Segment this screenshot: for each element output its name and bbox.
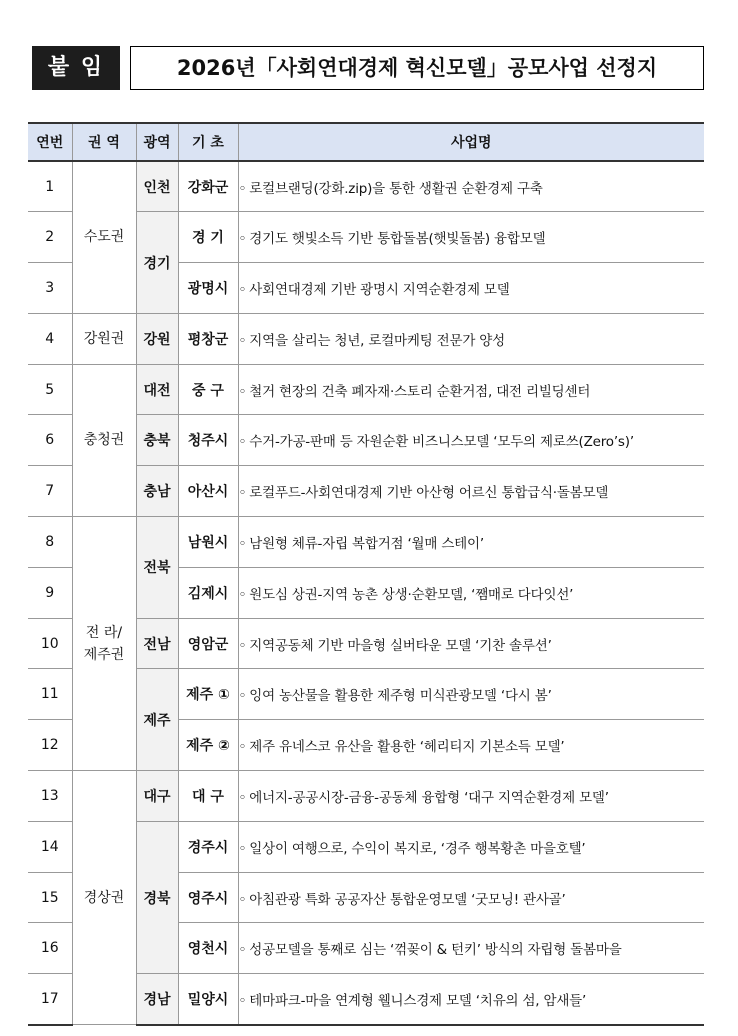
row-number: 5 bbox=[28, 364, 72, 415]
project-cell bbox=[238, 821, 704, 872]
project-cell bbox=[238, 466, 704, 517]
project-name: 잉여 농산물을 활용한 제주형 미식관광모델 ‘다시 봄’ bbox=[249, 688, 552, 705]
county-cell: 중 구 bbox=[178, 364, 238, 415]
project-cell bbox=[238, 618, 704, 669]
region-cell: 충청권 bbox=[72, 364, 136, 516]
bullet-icon: ◦ bbox=[238, 891, 247, 908]
project-name: 성공모델을 통째로 심는 ‘꺾꽂이 & 턴키’ 방식의 자립형 돌봄마을 bbox=[249, 942, 622, 959]
province-cell: 충북 bbox=[136, 415, 178, 466]
project-cell bbox=[238, 212, 704, 263]
row-number: 4 bbox=[28, 313, 72, 364]
province-cell: 인천 bbox=[136, 161, 178, 212]
project-cell bbox=[238, 872, 704, 923]
document-title: 2026년「사회연대경제 혁신모델」공모사업 선정지 bbox=[130, 46, 704, 90]
county-cell: 영천시 bbox=[178, 923, 238, 974]
column-header-no: 연번 bbox=[28, 123, 72, 161]
county-cell: 대 구 bbox=[178, 771, 238, 822]
bullet-icon: ◦ bbox=[238, 586, 247, 603]
bullet-icon: ◦ bbox=[238, 434, 247, 451]
county-cell: 강화군 bbox=[178, 161, 238, 212]
project-cell bbox=[238, 669, 704, 720]
row-number: 12 bbox=[28, 720, 72, 771]
table-row bbox=[28, 364, 704, 415]
column-header-county: 기 초 bbox=[178, 123, 238, 161]
province-cell: 전남 bbox=[136, 618, 178, 669]
bullet-icon: ◦ bbox=[238, 281, 247, 298]
region-line: 전 라/ bbox=[85, 624, 123, 641]
bullet-icon: ◦ bbox=[238, 992, 247, 1009]
bullet-icon: ◦ bbox=[238, 637, 247, 654]
county-cell: 청주시 bbox=[178, 415, 238, 466]
county-cell: 제주 ① bbox=[178, 669, 238, 720]
bullet-icon: ◦ bbox=[238, 840, 247, 857]
county-cell: 영주시 bbox=[178, 872, 238, 923]
row-number: 6 bbox=[28, 415, 72, 466]
province-cell: 대구 bbox=[136, 771, 178, 822]
bullet-icon: ◦ bbox=[238, 789, 247, 806]
project-name: 철거 현장의 건축 폐자재·스토리 순환거점, 대전 리빌딩센터 bbox=[249, 383, 591, 400]
project-name: 지역을 살리는 청년, 로컬마케팅 전문가 양성 bbox=[249, 332, 505, 349]
table-row bbox=[28, 771, 704, 822]
province-cell: 충남 bbox=[136, 466, 178, 517]
province-cell: 경기 bbox=[136, 212, 178, 314]
bullet-icon: ◦ bbox=[238, 231, 247, 248]
province-cell: 전북 bbox=[136, 517, 178, 619]
project-name: 로컬브랜딩(강화.zip)을 통한 생활권 순환경제 구축 bbox=[249, 180, 543, 197]
province-cell: 대전 bbox=[136, 364, 178, 415]
province-cell: 강원 bbox=[136, 313, 178, 364]
row-number: 8 bbox=[28, 517, 72, 568]
bullet-icon: ◦ bbox=[238, 485, 247, 502]
row-number: 9 bbox=[28, 567, 72, 618]
project-name: 남원형 체류-자립 복합거점 ‘월매 스테이’ bbox=[249, 535, 484, 552]
project-cell bbox=[238, 567, 704, 618]
project-name: 지역공동체 기반 마을형 실버타운 모델 ‘기찬 솔루션’ bbox=[249, 637, 552, 654]
county-cell: 평창군 bbox=[178, 313, 238, 364]
province-cell: 제주 bbox=[136, 669, 178, 771]
project-cell bbox=[238, 720, 704, 771]
county-cell: 광명시 bbox=[178, 263, 238, 314]
project-name: 수거-가공-판매 등 자원순환 비즈니스모델 ‘모두의 제로쓰(Zero’s)’ bbox=[249, 434, 634, 451]
county-cell: 경 기 bbox=[178, 212, 238, 263]
column-header-region: 권 역 bbox=[72, 123, 136, 161]
county-cell: 제주 ② bbox=[178, 720, 238, 771]
county-cell: 밀양시 bbox=[178, 974, 238, 1025]
county-cell: 남원시 bbox=[178, 517, 238, 568]
column-header-project: 사업명 bbox=[238, 123, 704, 161]
project-name: 원도심 상권-지역 농촌 상생·순환모델, ‘쨈매로 다다잇선’ bbox=[249, 586, 574, 603]
region-cell: 강원권 bbox=[72, 313, 136, 364]
table-row bbox=[28, 313, 704, 364]
province-cell: 경북 bbox=[136, 821, 178, 973]
project-cell bbox=[238, 263, 704, 314]
county-cell: 경주시 bbox=[178, 821, 238, 872]
project-name: 일상이 여행으로, 수익이 복지로, ‘경주 행복황촌 마을호텔’ bbox=[249, 840, 586, 857]
project-cell bbox=[238, 974, 704, 1025]
region-cell bbox=[72, 517, 136, 771]
project-cell bbox=[238, 364, 704, 415]
project-name: 제주 유네스코 유산을 활용한 ‘헤리티지 기본소득 모델’ bbox=[249, 739, 565, 756]
bullet-icon: ◦ bbox=[238, 332, 247, 349]
row-number: 15 bbox=[28, 872, 72, 923]
selection-table bbox=[28, 122, 704, 1026]
row-number: 14 bbox=[28, 821, 72, 872]
region-cell: 수도권 bbox=[72, 161, 136, 313]
row-number: 2 bbox=[28, 212, 72, 263]
bullet-icon: ◦ bbox=[238, 535, 247, 552]
bullet-icon: ◦ bbox=[238, 383, 247, 400]
bullet-icon: ◦ bbox=[238, 180, 247, 197]
row-number: 16 bbox=[28, 923, 72, 974]
row-number: 1 bbox=[28, 161, 72, 212]
bullet-icon: ◦ bbox=[238, 942, 247, 959]
column-header-province: 광역 bbox=[136, 123, 178, 161]
row-number: 13 bbox=[28, 771, 72, 822]
project-name: 로컬푸드-사회연대경제 기반 아산형 어르신 통합급식·돌봄모델 bbox=[249, 485, 609, 502]
document-header bbox=[32, 46, 704, 90]
table-row bbox=[28, 161, 704, 212]
bullet-icon: ◦ bbox=[238, 688, 247, 705]
county-cell: 영암군 bbox=[178, 618, 238, 669]
table-row bbox=[28, 517, 704, 568]
project-cell bbox=[238, 923, 704, 974]
table-header-row bbox=[28, 123, 704, 161]
row-number: 7 bbox=[28, 466, 72, 517]
project-cell bbox=[238, 771, 704, 822]
region-line: 제주권 bbox=[83, 646, 125, 663]
region-cell: 경상권 bbox=[72, 771, 136, 1025]
row-number: 17 bbox=[28, 974, 72, 1025]
project-name: 사회연대경제 기반 광명시 지역순환경제 모델 bbox=[249, 281, 510, 298]
project-cell bbox=[238, 517, 704, 568]
county-cell: 아산시 bbox=[178, 466, 238, 517]
project-cell bbox=[238, 415, 704, 466]
project-name: 테마파크-마을 연계형 웰니스경제 모델 ‘치유의 섬, 암새들’ bbox=[249, 992, 587, 1009]
project-name: 아침관광 특화 공공자산 통합운영모델 ‘굿모닝! 관사골’ bbox=[249, 891, 566, 908]
county-cell: 김제시 bbox=[178, 567, 238, 618]
row-number: 10 bbox=[28, 618, 72, 669]
project-cell bbox=[238, 161, 704, 212]
row-number: 11 bbox=[28, 669, 72, 720]
attachment-badge: 붙 임 bbox=[32, 46, 120, 90]
project-cell bbox=[238, 313, 704, 364]
project-name: 경기도 햇빛소득 기반 통합돌봄(햇빛돌봄) 융합모델 bbox=[249, 231, 546, 248]
row-number: 3 bbox=[28, 263, 72, 314]
project-name: 에너지-공공시장-금융-공동체 융합형 ‘대구 지역순환경제 모델’ bbox=[249, 789, 609, 806]
province-cell: 경남 bbox=[136, 974, 178, 1025]
bullet-icon: ◦ bbox=[238, 739, 247, 756]
